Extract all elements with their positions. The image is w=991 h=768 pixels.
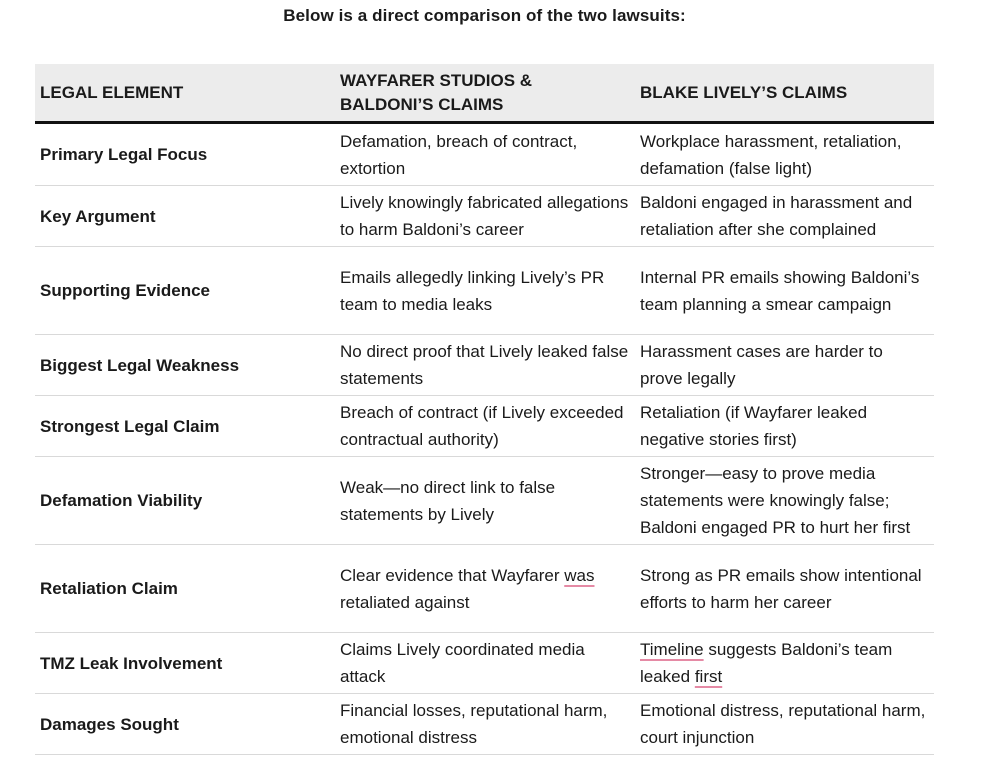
table-row <box>35 694 934 755</box>
table-header-row <box>35 64 934 124</box>
table-row <box>35 545 934 633</box>
lively-cell: Strong as PR emails show intentional efforts to harm her career <box>640 565 922 612</box>
wayfarer-cell: Emails allegedly linking Lively’s PR team to media leaks <box>340 267 605 314</box>
table-row <box>35 633 934 694</box>
lively-text-mid: suggests Baldoni’s team leaked <box>640 640 893 686</box>
lively-cell <box>635 633 934 693</box>
header-lively-claims: BLAKE LIVELY’S CLAIMS <box>640 82 848 102</box>
intro-heading: Below is a direct comparison of the two lawsuits: <box>283 6 686 25</box>
wayfarer-cell: Financial losses, reputational harm, emotional distress <box>340 701 608 747</box>
wayfarer-cell: Breach of contract (if Lively exceeded contractual authority) <box>340 403 624 449</box>
row-label: Biggest Legal Weakness <box>40 355 240 375</box>
wayfarer-cell: No direct proof that Lively leaked false statements <box>340 342 629 388</box>
lively-cell: Internal PR emails showing Baldoni’s team planning a smear campaign <box>640 267 920 314</box>
row-label: Damages Sought <box>40 714 179 734</box>
spellcheck-mark-was: was <box>564 565 595 585</box>
row-label: Supporting Evidence <box>40 281 211 300</box>
wayfarer-cell: Lively knowingly fabricated allegations to harm Baldoni’s career <box>340 193 629 239</box>
row-label: Primary Legal Focus <box>40 145 208 164</box>
wayfarer-text-post: retaliated against <box>340 592 470 612</box>
header-legal-element: LEGAL ELEMENT <box>40 82 184 102</box>
table-row <box>35 124 934 186</box>
table-row <box>35 396 934 457</box>
row-label: Strongest Legal Claim <box>40 416 220 436</box>
table-row <box>35 335 934 396</box>
lively-cell: Workplace harassment, retaliation, defamation (false light) <box>640 131 902 178</box>
wayfarer-cell <box>335 545 635 632</box>
wayfarer-cell: Defamation, breach of contract, extortion <box>340 131 578 178</box>
wayfarer-cell: Claims Lively coordinated media attack <box>340 640 585 686</box>
wayfarer-text-pre: Clear evidence that Wayfarer <box>340 565 565 585</box>
lively-cell: Harassment cases are harder to prove legally <box>640 342 883 388</box>
row-label: Key Argument <box>40 206 156 226</box>
table-row <box>35 247 934 335</box>
lively-cell: Stronger—easy to prove media statements were knowingly false; Baldoni engaged PR to hurt her first <box>640 464 911 537</box>
header-wayfarer-claims: WAYFARER STUDIOS & BALDONI’S CLAIMS <box>340 70 533 114</box>
lively-cell: Retaliation (if Wayfarer leaked negative stories first) <box>640 403 868 449</box>
row-label: TMZ Leak Involvement <box>40 653 223 673</box>
row-label: Defamation Viability <box>40 491 203 510</box>
spellcheck-mark-first: first <box>694 667 723 686</box>
lively-cell: Baldoni engaged in harassment and retaliation after she complained <box>640 193 913 239</box>
table-row <box>35 186 934 247</box>
comparison-table <box>35 64 934 755</box>
lively-cell: Emotional distress, reputational harm, court injunction <box>640 701 926 747</box>
spellcheck-mark-timeline: Timeline <box>640 640 704 659</box>
wayfarer-cell: Weak—no direct link to false statements by Lively <box>340 477 556 524</box>
row-label: Retaliation Claim <box>40 579 178 598</box>
table-row <box>35 457 934 545</box>
